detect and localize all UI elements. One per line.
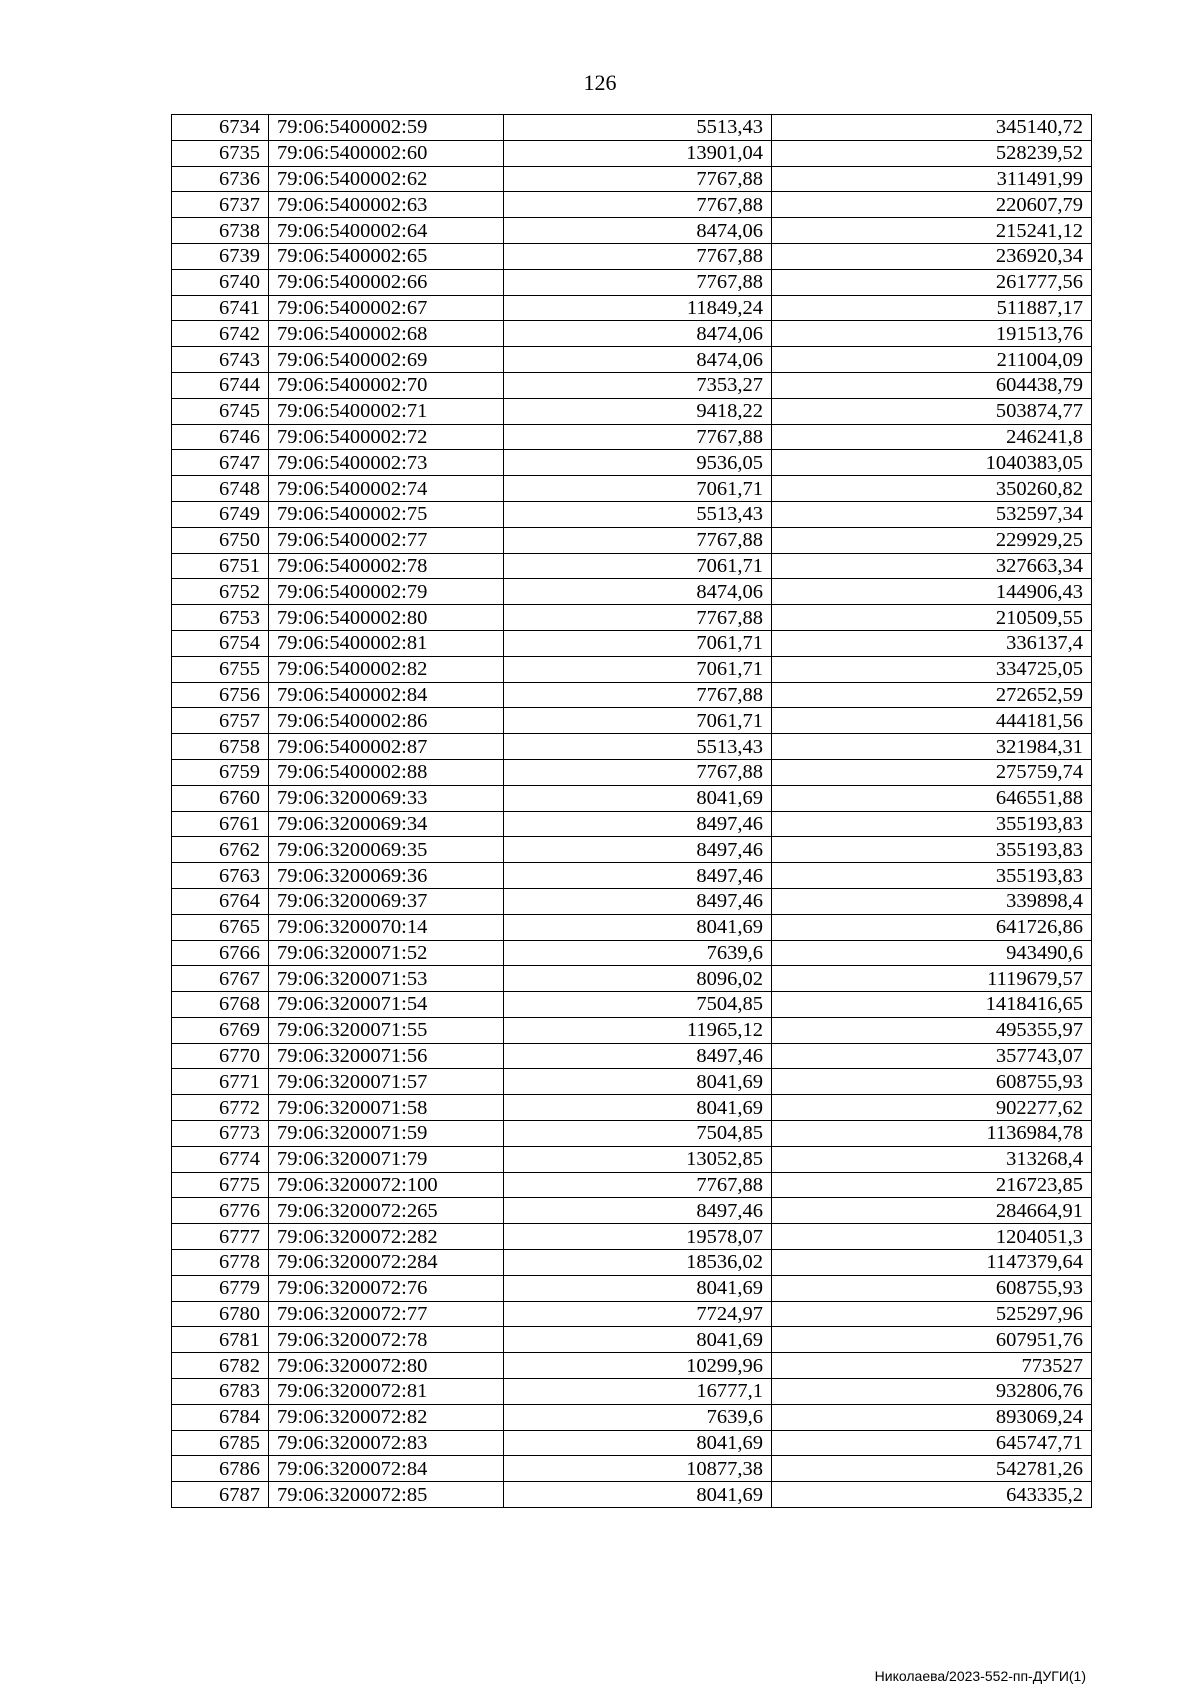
cadastral-value-cell: 327663,34 bbox=[772, 553, 1092, 579]
area-cell: 7767,88 bbox=[504, 243, 772, 269]
cadastral-value-cell: 1204051,3 bbox=[772, 1224, 1092, 1250]
area-cell: 5513,43 bbox=[504, 734, 772, 760]
area-cell: 13901,04 bbox=[504, 140, 772, 166]
table-row bbox=[172, 1172, 1092, 1198]
cadastral-value-cell: 643335,2 bbox=[772, 1482, 1092, 1508]
cadastral-number-cell: 79:06:5400002:73 bbox=[269, 450, 504, 476]
cadastral-value-cell: 357743,07 bbox=[772, 1043, 1092, 1069]
row-number-cell: 6753 bbox=[172, 605, 269, 631]
cadastral-value-cell: 355193,83 bbox=[772, 863, 1092, 889]
cadastral-number-cell: 79:06:5400002:67 bbox=[269, 295, 504, 321]
row-number-cell: 6761 bbox=[172, 811, 269, 837]
cadastral-number-cell: 79:06:3200072:78 bbox=[269, 1327, 504, 1353]
table-row bbox=[172, 1275, 1092, 1301]
table-row bbox=[172, 1198, 1092, 1224]
cadastral-number-cell: 79:06:3200072:76 bbox=[269, 1275, 504, 1301]
table-row bbox=[172, 1250, 1092, 1276]
cadastral-value-cell: 608755,93 bbox=[772, 1275, 1092, 1301]
cadastral-number-cell: 79:06:3200071:58 bbox=[269, 1095, 504, 1121]
row-number-cell: 6767 bbox=[172, 966, 269, 992]
cadastral-number-cell: 79:06:5400002:74 bbox=[269, 476, 504, 502]
area-cell: 8041,69 bbox=[504, 1482, 772, 1508]
area-cell: 8474,06 bbox=[504, 579, 772, 605]
cadastral-number-cell: 79:06:3200071:56 bbox=[269, 1043, 504, 1069]
area-cell: 7061,71 bbox=[504, 476, 772, 502]
area-cell: 9536,05 bbox=[504, 450, 772, 476]
cadastral-value-cell: 641726,86 bbox=[772, 914, 1092, 940]
cadastral-number-cell: 79:06:3200072:265 bbox=[269, 1198, 504, 1224]
cadastral-value-cell: 272652,59 bbox=[772, 682, 1092, 708]
table-row bbox=[172, 1379, 1092, 1405]
cadastral-value-cell: 210509,55 bbox=[772, 605, 1092, 631]
row-number-cell: 6780 bbox=[172, 1301, 269, 1327]
row-number-cell: 6756 bbox=[172, 682, 269, 708]
cadastral-value-cell: 1147379,64 bbox=[772, 1250, 1092, 1276]
cadastral-value-cell: 350260,82 bbox=[772, 476, 1092, 502]
cadastral-number-cell: 79:06:3200070:14 bbox=[269, 914, 504, 940]
cadastral-value-cell: 334725,05 bbox=[772, 656, 1092, 682]
cadastral-number-cell: 79:06:5400002:59 bbox=[269, 115, 504, 141]
row-number-cell: 6741 bbox=[172, 295, 269, 321]
cadastral-value-cell: 542781,26 bbox=[772, 1456, 1092, 1482]
row-number-cell: 6771 bbox=[172, 1069, 269, 1095]
area-cell: 8041,69 bbox=[504, 785, 772, 811]
row-number-cell: 6743 bbox=[172, 347, 269, 373]
table-row bbox=[172, 656, 1092, 682]
row-number-cell: 6781 bbox=[172, 1327, 269, 1353]
cadastral-value-cell: 220607,79 bbox=[772, 192, 1092, 218]
table-row bbox=[172, 166, 1092, 192]
cadastral-number-cell: 79:06:5400002:60 bbox=[269, 140, 504, 166]
table-row bbox=[172, 682, 1092, 708]
row-number-cell: 6745 bbox=[172, 398, 269, 424]
row-number-cell: 6740 bbox=[172, 269, 269, 295]
area-cell: 8474,06 bbox=[504, 321, 772, 347]
cadastral-number-cell: 79:06:5400002:66 bbox=[269, 269, 504, 295]
row-number-cell: 6744 bbox=[172, 372, 269, 398]
cadastral-number-cell: 79:06:5400002:70 bbox=[269, 372, 504, 398]
cadastral-value-table bbox=[171, 114, 1092, 1508]
row-number-cell: 6779 bbox=[172, 1275, 269, 1301]
cadastral-number-cell: 79:06:5400002:68 bbox=[269, 321, 504, 347]
cadastral-number-cell: 79:06:5400002:86 bbox=[269, 708, 504, 734]
area-cell: 10299,96 bbox=[504, 1353, 772, 1379]
row-number-cell: 6736 bbox=[172, 166, 269, 192]
table-row bbox=[172, 476, 1092, 502]
cadastral-number-cell: 79:06:5400002:69 bbox=[269, 347, 504, 373]
row-number-cell: 6773 bbox=[172, 1121, 269, 1147]
row-number-cell: 6754 bbox=[172, 630, 269, 656]
cadastral-value-cell: 528239,52 bbox=[772, 140, 1092, 166]
cadastral-value-cell: 339898,4 bbox=[772, 888, 1092, 914]
cadastral-number-cell: 79:06:3200071:59 bbox=[269, 1121, 504, 1147]
table-row bbox=[172, 140, 1092, 166]
table-row bbox=[172, 1069, 1092, 1095]
row-number-cell: 6787 bbox=[172, 1482, 269, 1508]
cadastral-value-cell: 444181,56 bbox=[772, 708, 1092, 734]
area-cell: 7724,97 bbox=[504, 1301, 772, 1327]
cadastral-number-cell: 79:06:3200069:34 bbox=[269, 811, 504, 837]
table-row bbox=[172, 424, 1092, 450]
cadastral-value-cell: 503874,77 bbox=[772, 398, 1092, 424]
area-cell: 5513,43 bbox=[504, 115, 772, 141]
cadastral-value-cell: 321984,31 bbox=[772, 734, 1092, 760]
area-cell: 7767,88 bbox=[504, 682, 772, 708]
table-row bbox=[172, 1095, 1092, 1121]
row-number-cell: 6766 bbox=[172, 940, 269, 966]
cadastral-value-cell: 1136984,78 bbox=[772, 1121, 1092, 1147]
area-cell: 8497,46 bbox=[504, 811, 772, 837]
area-cell: 8096,02 bbox=[504, 966, 772, 992]
table-row bbox=[172, 1301, 1092, 1327]
area-cell: 8041,69 bbox=[504, 1095, 772, 1121]
cadastral-value-cell: 902277,62 bbox=[772, 1095, 1092, 1121]
area-cell: 7767,88 bbox=[504, 166, 772, 192]
cadastral-number-cell: 79:06:5400002:80 bbox=[269, 605, 504, 631]
cadastral-value-cell: 532597,34 bbox=[772, 501, 1092, 527]
table-row bbox=[172, 269, 1092, 295]
row-number-cell: 6752 bbox=[172, 579, 269, 605]
cadastral-number-cell: 79:06:3200071:53 bbox=[269, 966, 504, 992]
cadastral-number-cell: 79:06:5400002:63 bbox=[269, 192, 504, 218]
row-number-cell: 6762 bbox=[172, 837, 269, 863]
area-cell: 8497,46 bbox=[504, 837, 772, 863]
table-row bbox=[172, 1482, 1092, 1508]
cadastral-value-cell: 1040383,05 bbox=[772, 450, 1092, 476]
cadastral-value-cell: 215241,12 bbox=[772, 218, 1092, 244]
cadastral-number-cell: 79:06:3200071:57 bbox=[269, 1069, 504, 1095]
cadastral-value-cell: 284664,91 bbox=[772, 1198, 1092, 1224]
table-row bbox=[172, 501, 1092, 527]
area-cell: 8041,69 bbox=[504, 1430, 772, 1456]
table-row bbox=[172, 115, 1092, 141]
table-row bbox=[172, 811, 1092, 837]
row-number-cell: 6746 bbox=[172, 424, 269, 450]
cadastral-number-cell: 79:06:3200069:33 bbox=[269, 785, 504, 811]
cadastral-number-cell: 79:06:3200072:282 bbox=[269, 1224, 504, 1250]
cadastral-value-cell: 229929,25 bbox=[772, 527, 1092, 553]
cadastral-value-cell: 495355,97 bbox=[772, 1017, 1092, 1043]
cadastral-number-cell: 79:06:3200072:284 bbox=[269, 1250, 504, 1276]
cadastral-number-cell: 79:06:3200072:80 bbox=[269, 1353, 504, 1379]
area-cell: 8497,46 bbox=[504, 1043, 772, 1069]
cadastral-number-cell: 79:06:5400002:87 bbox=[269, 734, 504, 760]
area-cell: 8041,69 bbox=[504, 1275, 772, 1301]
cadastral-number-cell: 79:06:3200072:84 bbox=[269, 1456, 504, 1482]
table-row bbox=[172, 295, 1092, 321]
area-cell: 7639,6 bbox=[504, 1404, 772, 1430]
cadastral-number-cell: 79:06:3200072:100 bbox=[269, 1172, 504, 1198]
table-row bbox=[172, 759, 1092, 785]
area-cell: 19578,07 bbox=[504, 1224, 772, 1250]
area-cell: 5513,43 bbox=[504, 501, 772, 527]
cadastral-value-cell: 236920,34 bbox=[772, 243, 1092, 269]
table-row bbox=[172, 579, 1092, 605]
table-row bbox=[172, 837, 1092, 863]
cadastral-number-cell: 79:06:5400002:84 bbox=[269, 682, 504, 708]
area-cell: 13052,85 bbox=[504, 1146, 772, 1172]
cadastral-number-cell: 79:06:5400002:65 bbox=[269, 243, 504, 269]
row-number-cell: 6747 bbox=[172, 450, 269, 476]
cadastral-number-cell: 79:06:5400002:72 bbox=[269, 424, 504, 450]
row-number-cell: 6750 bbox=[172, 527, 269, 553]
cadastral-value-cell: 608755,93 bbox=[772, 1069, 1092, 1095]
row-number-cell: 6778 bbox=[172, 1250, 269, 1276]
row-number-cell: 6759 bbox=[172, 759, 269, 785]
cadastral-value-cell: 1119679,57 bbox=[772, 966, 1092, 992]
table-row bbox=[172, 785, 1092, 811]
area-cell: 7767,88 bbox=[504, 1172, 772, 1198]
area-cell: 7767,88 bbox=[504, 424, 772, 450]
table-row bbox=[172, 1146, 1092, 1172]
area-cell: 8497,46 bbox=[504, 863, 772, 889]
area-cell: 7767,88 bbox=[504, 605, 772, 631]
row-number-cell: 6769 bbox=[172, 1017, 269, 1043]
cadastral-value-cell: 144906,43 bbox=[772, 579, 1092, 605]
area-cell: 7353,27 bbox=[504, 372, 772, 398]
row-number-cell: 6764 bbox=[172, 888, 269, 914]
cadastral-value-cell: 311491,99 bbox=[772, 166, 1092, 192]
cadastral-number-cell: 79:06:3200072:81 bbox=[269, 1379, 504, 1405]
row-number-cell: 6735 bbox=[172, 140, 269, 166]
cadastral-number-cell: 79:06:5400002:88 bbox=[269, 759, 504, 785]
cadastral-value-cell: 336137,4 bbox=[772, 630, 1092, 656]
area-cell: 7504,85 bbox=[504, 992, 772, 1018]
area-cell: 7767,88 bbox=[504, 527, 772, 553]
cadastral-number-cell: 79:06:5400002:79 bbox=[269, 579, 504, 605]
cadastral-number-cell: 79:06:3200071:52 bbox=[269, 940, 504, 966]
area-cell: 8497,46 bbox=[504, 888, 772, 914]
area-cell: 16777,1 bbox=[504, 1379, 772, 1405]
area-cell: 8474,06 bbox=[504, 347, 772, 373]
cadastral-value-cell: 645747,71 bbox=[772, 1430, 1092, 1456]
cadastral-value-cell: 943490,6 bbox=[772, 940, 1092, 966]
cadastral-number-cell: 79:06:5400002:71 bbox=[269, 398, 504, 424]
row-number-cell: 6784 bbox=[172, 1404, 269, 1430]
table-row bbox=[172, 1224, 1092, 1250]
cadastral-value-cell: 261777,56 bbox=[772, 269, 1092, 295]
cadastral-number-cell: 79:06:3200072:82 bbox=[269, 1404, 504, 1430]
table-row bbox=[172, 940, 1092, 966]
table-row bbox=[172, 966, 1092, 992]
area-cell: 7767,88 bbox=[504, 759, 772, 785]
table-row bbox=[172, 192, 1092, 218]
cadastral-number-cell: 79:06:5400002:78 bbox=[269, 553, 504, 579]
row-number-cell: 6785 bbox=[172, 1430, 269, 1456]
area-cell: 8041,69 bbox=[504, 1327, 772, 1353]
cadastral-number-cell: 79:06:5400002:64 bbox=[269, 218, 504, 244]
cadastral-value-cell: 211004,09 bbox=[772, 347, 1092, 373]
cadastral-number-cell: 79:06:3200072:85 bbox=[269, 1482, 504, 1508]
table-row bbox=[172, 527, 1092, 553]
table-row bbox=[172, 1353, 1092, 1379]
cadastral-value-cell: 1418416,65 bbox=[772, 992, 1092, 1018]
row-number-cell: 6742 bbox=[172, 321, 269, 347]
row-number-cell: 6783 bbox=[172, 1379, 269, 1405]
area-cell: 7061,71 bbox=[504, 630, 772, 656]
table-row bbox=[172, 1043, 1092, 1069]
cadastral-value-cell: 511887,17 bbox=[772, 295, 1092, 321]
cadastral-value-cell: 275759,74 bbox=[772, 759, 1092, 785]
area-cell: 7061,71 bbox=[504, 656, 772, 682]
cadastral-number-cell: 79:06:5400002:82 bbox=[269, 656, 504, 682]
row-number-cell: 6760 bbox=[172, 785, 269, 811]
table-row bbox=[172, 888, 1092, 914]
cadastral-number-cell: 79:06:3200071:79 bbox=[269, 1146, 504, 1172]
cadastral-value-cell: 893069,24 bbox=[772, 1404, 1092, 1430]
cadastral-number-cell: 79:06:3200072:77 bbox=[269, 1301, 504, 1327]
row-number-cell: 6749 bbox=[172, 501, 269, 527]
cadastral-value-cell: 773527 bbox=[772, 1353, 1092, 1379]
cadastral-number-cell: 79:06:3200071:54 bbox=[269, 992, 504, 1018]
area-cell: 7504,85 bbox=[504, 1121, 772, 1147]
table-row bbox=[172, 992, 1092, 1018]
area-cell: 7639,6 bbox=[504, 940, 772, 966]
table-row bbox=[172, 218, 1092, 244]
row-number-cell: 6776 bbox=[172, 1198, 269, 1224]
table-row bbox=[172, 708, 1092, 734]
area-cell: 8474,06 bbox=[504, 218, 772, 244]
row-number-cell: 6765 bbox=[172, 914, 269, 940]
cadastral-value-cell: 216723,85 bbox=[772, 1172, 1092, 1198]
table-row bbox=[172, 1404, 1092, 1430]
table-row bbox=[172, 1017, 1092, 1043]
row-number-cell: 6768 bbox=[172, 992, 269, 1018]
cadastral-number-cell: 79:06:3200069:37 bbox=[269, 888, 504, 914]
cadastral-number-cell: 79:06:5400002:62 bbox=[269, 166, 504, 192]
cadastral-value-cell: 313268,4 bbox=[772, 1146, 1092, 1172]
cadastral-value-cell: 246241,8 bbox=[772, 424, 1092, 450]
cadastral-number-cell: 79:06:5400002:81 bbox=[269, 630, 504, 656]
row-number-cell: 6734 bbox=[172, 115, 269, 141]
cadastral-value-cell: 607951,76 bbox=[772, 1327, 1092, 1353]
area-cell: 11965,12 bbox=[504, 1017, 772, 1043]
cadastral-number-cell: 79:06:3200069:36 bbox=[269, 863, 504, 889]
row-number-cell: 6748 bbox=[172, 476, 269, 502]
area-cell: 7061,71 bbox=[504, 708, 772, 734]
cadastral-value-cell: 525297,96 bbox=[772, 1301, 1092, 1327]
cadastral-number-cell: 79:06:3200069:35 bbox=[269, 837, 504, 863]
row-number-cell: 6751 bbox=[172, 553, 269, 579]
page-number: 126 bbox=[583, 70, 617, 95]
table-row bbox=[172, 734, 1092, 760]
area-cell: 8497,46 bbox=[504, 1198, 772, 1224]
table-row bbox=[172, 605, 1092, 631]
row-number-cell: 6782 bbox=[172, 1353, 269, 1379]
table-row bbox=[172, 321, 1092, 347]
cadastral-value-cell: 355193,83 bbox=[772, 837, 1092, 863]
area-cell: 7767,88 bbox=[504, 269, 772, 295]
area-cell: 18536,02 bbox=[504, 1250, 772, 1276]
cadastral-value-cell: 932806,76 bbox=[772, 1379, 1092, 1405]
area-cell: 9418,22 bbox=[504, 398, 772, 424]
row-number-cell: 6738 bbox=[172, 218, 269, 244]
table-row bbox=[172, 398, 1092, 424]
row-number-cell: 6786 bbox=[172, 1456, 269, 1482]
area-cell: 8041,69 bbox=[504, 1069, 772, 1095]
area-cell: 10877,38 bbox=[504, 1456, 772, 1482]
cadastral-number-cell: 79:06:5400002:75 bbox=[269, 501, 504, 527]
row-number-cell: 6774 bbox=[172, 1146, 269, 1172]
table-row bbox=[172, 1456, 1092, 1482]
cadastral-number-cell: 79:06:3200072:83 bbox=[269, 1430, 504, 1456]
row-number-cell: 6755 bbox=[172, 656, 269, 682]
table-row bbox=[172, 450, 1092, 476]
cadastral-number-cell: 79:06:5400002:77 bbox=[269, 527, 504, 553]
document-reference: Николаева/2023-552-пп-ДУГИ(1) bbox=[874, 1668, 1086, 1684]
cadastral-value-cell: 191513,76 bbox=[772, 321, 1092, 347]
row-number-cell: 6777 bbox=[172, 1224, 269, 1250]
table-row bbox=[172, 243, 1092, 269]
area-cell: 7767,88 bbox=[504, 192, 772, 218]
cadastral-value-cell: 345140,72 bbox=[772, 115, 1092, 141]
row-number-cell: 6737 bbox=[172, 192, 269, 218]
table-row bbox=[172, 372, 1092, 398]
table-body bbox=[172, 115, 1092, 1508]
table-row bbox=[172, 914, 1092, 940]
cadastral-value-cell: 355193,83 bbox=[772, 811, 1092, 837]
table-row bbox=[172, 863, 1092, 889]
cadastral-value-cell: 646551,88 bbox=[772, 785, 1092, 811]
row-number-cell: 6739 bbox=[172, 243, 269, 269]
row-number-cell: 6772 bbox=[172, 1095, 269, 1121]
row-number-cell: 6758 bbox=[172, 734, 269, 760]
cadastral-value-cell: 604438,79 bbox=[772, 372, 1092, 398]
row-number-cell: 6763 bbox=[172, 863, 269, 889]
table-row bbox=[172, 347, 1092, 373]
row-number-cell: 6757 bbox=[172, 708, 269, 734]
table-row bbox=[172, 1121, 1092, 1147]
table-row bbox=[172, 630, 1092, 656]
row-number-cell: 6770 bbox=[172, 1043, 269, 1069]
area-cell: 8041,69 bbox=[504, 914, 772, 940]
table-row bbox=[172, 553, 1092, 579]
cadastral-number-cell: 79:06:3200071:55 bbox=[269, 1017, 504, 1043]
row-number-cell: 6775 bbox=[172, 1172, 269, 1198]
table-row bbox=[172, 1430, 1092, 1456]
table-row bbox=[172, 1327, 1092, 1353]
area-cell: 7061,71 bbox=[504, 553, 772, 579]
area-cell: 11849,24 bbox=[504, 295, 772, 321]
